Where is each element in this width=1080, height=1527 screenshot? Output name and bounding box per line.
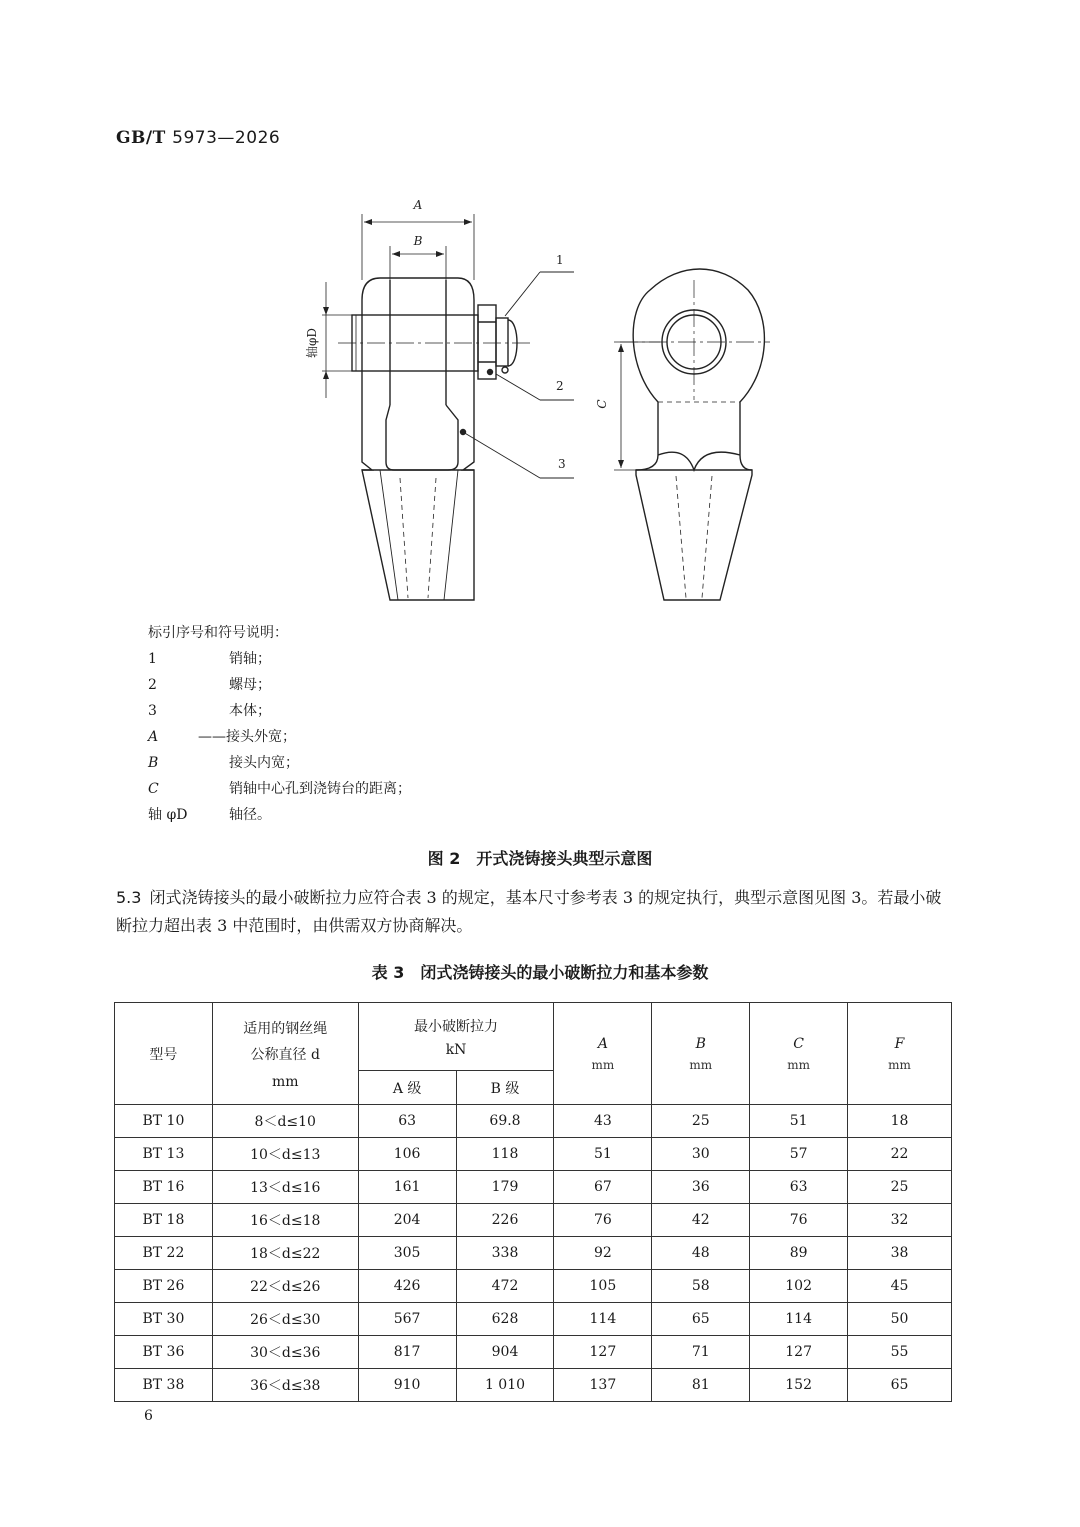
front-view bbox=[595, 269, 770, 600]
section-number: 5.3 bbox=[116, 888, 142, 907]
header-b: B mm bbox=[652, 1003, 750, 1105]
parameter-table bbox=[114, 1002, 952, 1402]
dim-a-label: A bbox=[413, 198, 423, 212]
figure-caption: 图 2 开式浇铸接头典型示意图 bbox=[427, 849, 653, 868]
legend-item: B 接头内宽； bbox=[148, 755, 299, 771]
table-row: BT 22 18＜d≤22 305 338 92 48 89 38 bbox=[115, 1237, 952, 1270]
legend-item: C 销轴中心孔到浇铸台的距离； bbox=[148, 781, 411, 797]
legend bbox=[148, 620, 411, 828]
header-grade-b: B 级 bbox=[456, 1071, 554, 1105]
header-c: C mm bbox=[750, 1003, 848, 1105]
header-a: A mm bbox=[554, 1003, 652, 1105]
legend-item: A ——接头外宽； bbox=[148, 729, 296, 745]
legend-item: 1 销轴； bbox=[148, 651, 271, 667]
table-row: BT 26 22＜d≤26 426 472 105 58 102 45 bbox=[115, 1270, 952, 1303]
legend-item: 3 本体； bbox=[148, 703, 271, 719]
callout-1: 1 bbox=[556, 253, 564, 267]
callout-2: 2 bbox=[556, 379, 564, 393]
section-text: 闭式浇铸接头的最小破断拉力应符合表 3 的规定，基本尺寸参考表 3 的规定执行，典型示意图见图 3。若最小破断拉力超出表 3 中范围时，由供需双方协商解决。 bbox=[116, 888, 942, 935]
header-min-break-force: 最小破断拉力 kN bbox=[358, 1003, 554, 1071]
section-5-3 bbox=[116, 884, 956, 940]
legend-item: 2 螺母； bbox=[148, 677, 271, 693]
callout-3: 3 bbox=[558, 457, 566, 471]
dim-b-label: B bbox=[413, 234, 423, 248]
table-row: BT 36 30＜d≤36 817 904 127 71 127 55 bbox=[115, 1336, 952, 1369]
table-caption: 表 3 闭式浇铸接头的最小破断拉力和基本参数 bbox=[371, 963, 709, 982]
page-number: 6 bbox=[144, 1408, 153, 1424]
standard-number: 5973—2026 bbox=[172, 128, 281, 148]
header-model: 型号 bbox=[115, 1003, 213, 1105]
standard-code: GB/T bbox=[116, 128, 166, 148]
table-row: BT 30 26＜d≤30 567 628 114 65 114 50 bbox=[115, 1303, 952, 1336]
header-rope-diameter: 适用的钢丝绳 公称直径 d mm bbox=[212, 1003, 358, 1105]
table-row: BT 38 36＜d≤38 910 1 010 137 81 152 65 bbox=[115, 1369, 952, 1402]
legend-title: 标引序号和符号说明： bbox=[148, 625, 288, 641]
legend-item: 轴 φD 轴径。 bbox=[148, 807, 271, 823]
header-f: F mm bbox=[848, 1003, 952, 1105]
table-row: BT 10 8＜d≤10 63 69.8 43 25 51 18 bbox=[115, 1105, 952, 1138]
table-row: BT 16 13＜d≤16 161 179 67 36 63 25 bbox=[115, 1171, 952, 1204]
table-row: BT 13 10＜d≤13 106 118 51 30 57 22 bbox=[115, 1138, 952, 1171]
header-grade-a: A 级 bbox=[358, 1071, 456, 1105]
table-row: BT 18 16＜d≤18 204 226 76 42 76 32 bbox=[115, 1204, 952, 1237]
side-view bbox=[304, 198, 574, 600]
dim-c-label: C bbox=[595, 399, 609, 409]
dim-d-label: 轴φD bbox=[305, 327, 319, 359]
open-socket-diagram bbox=[0, 0, 1080, 615]
